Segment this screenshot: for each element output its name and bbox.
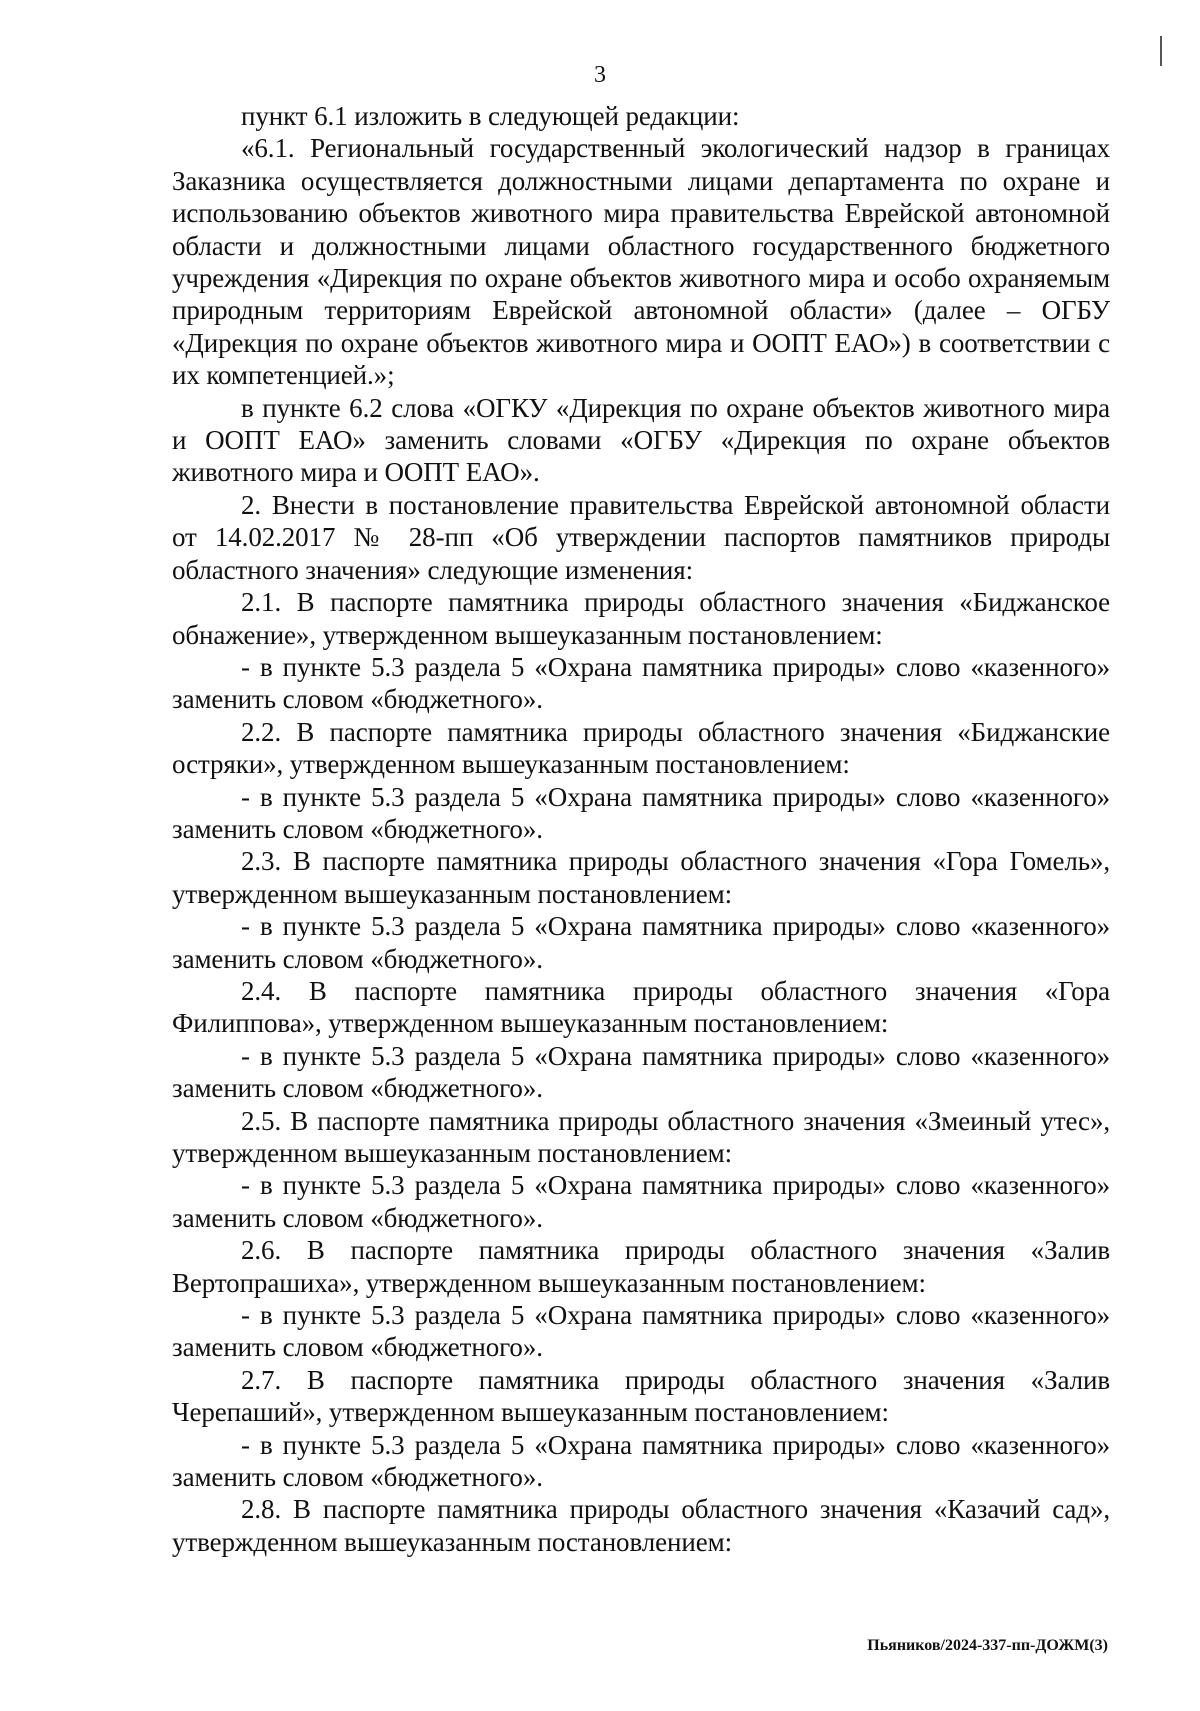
scan-edge-mark xyxy=(1160,36,1162,66)
paragraph: - в пункте 5.3 раздела 5 «Охрана памятника природы» слово «казенного» заменить словом «бюджетного». xyxy=(172,781,1110,844)
paragraph: - в пункте 5.3 раздела 5 «Охрана памятника природы» слово «казенного» заменить словом «бюджетного». xyxy=(172,1429,1110,1493)
paragraph: 2.3. В паспорте памятника природы областного значения «Гора Гомель», утвержденном вышеуказанным постановлением: xyxy=(172,846,1110,909)
paragraph: 2. Внести в постановление правительства Еврейской автономной области от 14.02.2017 № 28-пп «Об утверждении паспортов памятников природы областного значения» следующие изменения: xyxy=(172,489,1110,585)
paragraph: 2.6. В паспорте памятника природы областного значения «Залив Вертопрашиха», утвержденном вышеуказанным постановлением: xyxy=(172,1235,1110,1298)
paragraph: пункт 6.1 изложить в следующей редакции: xyxy=(241,101,740,131)
paragraph: - в пункте 5.3 раздела 5 «Охрана памятника природы» слово «казенного» заменить словом «бюджетного». xyxy=(172,1300,1110,1363)
document-body xyxy=(172,100,1110,1558)
paragraph: - в пункте 5.3 раздела 5 «Охрана памятника природы» слово «казенного» заменить словом «бюджетного». xyxy=(172,1170,1110,1233)
paragraph: 2.1. В паспорте памятника природы областного значения «Биджанское обнажение», утвержденном вышеуказанным постановлением: xyxy=(172,587,1110,650)
document-footer-code: Пьяников/2024-337-пп-ДОЖМ(3) xyxy=(867,1637,1108,1654)
page-number: 3 xyxy=(594,62,606,88)
paragraph: 2.5. В паспорте памятника природы областного значения «Змеиный утес», утвержденном вышеуказанным постановлением: xyxy=(172,1105,1110,1168)
paragraph: 2.4. В паспорте памятника природы областного значения «Гора Филиппова», утвержденном вышеуказанным постановлением: xyxy=(172,975,1110,1039)
paragraph: 2.7. В паспорте памятника природы областного значения «Залив Черепаший», утвержденном вышеуказанным постановлением: xyxy=(172,1364,1110,1428)
paragraph: - в пункте 5.3 раздела 5 «Охрана памятника природы» слово «казенного» заменить словом «бюджетного». xyxy=(172,651,1110,715)
paragraph: - в пункте 5.3 раздела 5 «Охрана памятника природы» слово «казенного» заменить словом «бюджетного». xyxy=(172,1040,1110,1104)
paragraph: в пункте 6.2 слова «ОГКУ «Дирекция по охране объектов животного мира и ООПТ ЕАО» заменить словами «ОГБУ «Дирекция по охране объектов животного мира и ООПТ ЕАО». xyxy=(172,392,1110,488)
paragraph: 2.8. В паспорте памятника природы областного значения «Казачий сад», утвержденном вышеуказанным постановлением: xyxy=(172,1494,1110,1557)
paragraph: - в пункте 5.3 раздела 5 «Охрана памятника природы» слово «казенного» заменить словом «бюджетного». xyxy=(172,911,1110,974)
paragraph: 2.2. В паспорте памятника природы областного значения «Биджанские остряки», утвержденном вышеуказанным постановлением: xyxy=(172,716,1110,780)
paragraph: «6.1. Региональный государственный экологический надзор в границах Заказника осуществляется должностными лицами департамента по охране и использованию объектов животного мира правительства Еврейской автономной области и должностными лицами областного государственного бюджетного учреждения «Дирекция по охране объектов животного мира и особо охраняемым природным территориям Еврейской автономной области» (далее – ОГБУ «Дирекция по охране объектов животного мира и ООПТ ЕАО») в соответствии с их компетенцией.»; xyxy=(172,133,1110,391)
